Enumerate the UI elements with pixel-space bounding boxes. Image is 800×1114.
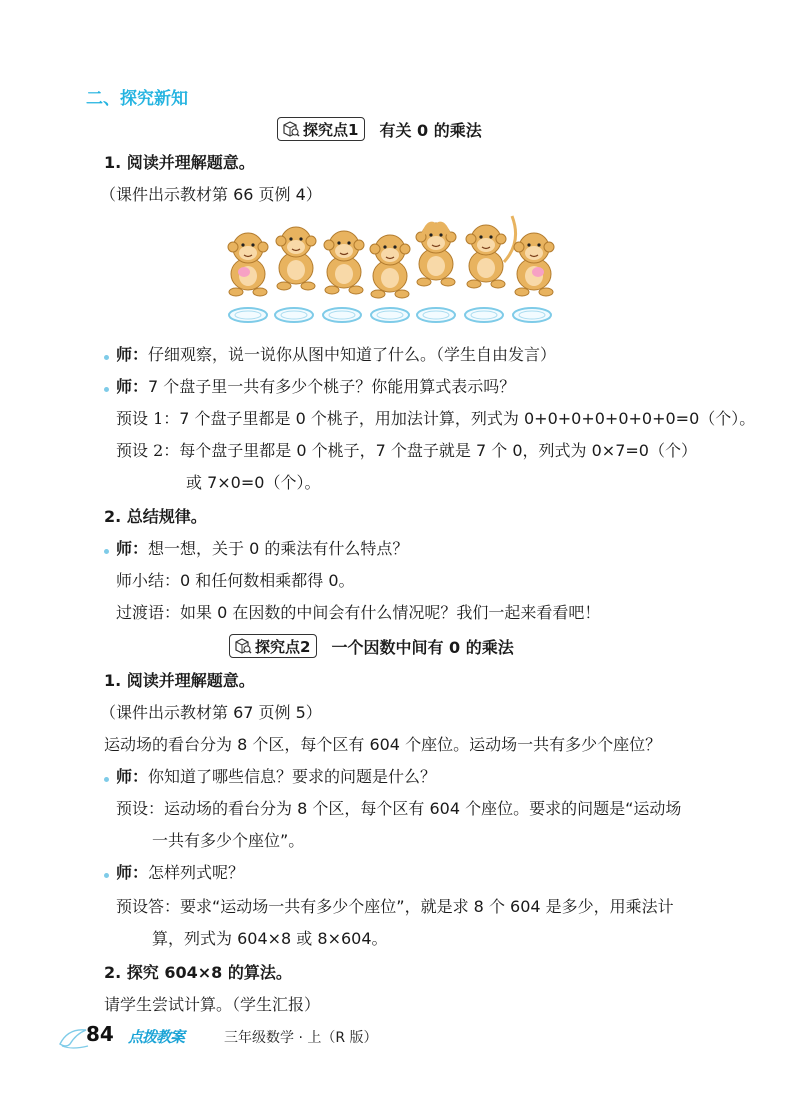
teacher-question-1: 师：仔细观察，说一说你从图中知道了什么。（学生自由发言） <box>116 345 557 364</box>
step-1-heading: 1. 阅读并理解题意。 <box>104 153 255 172</box>
monkey-4 <box>370 235 410 322</box>
monkey-5 <box>416 223 456 322</box>
explore-point-2-label: 探究点2 <box>255 637 311 656</box>
explore-point-1-title: 有关 0 的乘法 <box>379 120 482 140</box>
teacher-question-3: 师：想一想，关于 0 的乘法有什么特点？ <box>116 539 409 558</box>
step-1-heading-2: 1. 阅读并理解题意。 <box>104 671 255 690</box>
bullet-dot <box>104 873 109 878</box>
hypothesis-3: 预设：运动场的看台分为 8 个区，每个区有 604 个座位。要求的问题是“运动场 <box>116 799 682 818</box>
page-number: 84 <box>86 1022 114 1046</box>
monkey-1 <box>228 233 268 322</box>
bullet-dot <box>104 777 109 782</box>
brand-logo: 点拨教案 <box>128 1028 185 1046</box>
hypothesis-1: 预设 1：7 个盘子里都是 0 个桃子，用加法计算，列式为 0+0+0+0+0+0+0=0（个）。 <box>116 409 756 428</box>
problem-statement: 运动场的看台分为 8 个区，每个区有 604 个座位。运动场一共有多少个座位？ <box>104 735 662 754</box>
expected-answer: 预设答：要求“运动场一共有多少个座位”，就是求 8 个 604 是多少，用乘法计 <box>116 897 674 916</box>
monkey-2 <box>275 227 316 322</box>
explore-point-2-header <box>229 633 514 659</box>
monkey-6 <box>465 216 516 322</box>
section-heading: 二、探究新知 <box>86 89 188 109</box>
hypothesis-3-continued: 一共有多少个座位”。 <box>152 831 305 850</box>
student-try-sentence: 请学生尝试计算。（学生汇报） <box>104 995 321 1014</box>
explore-point-2-title: 一个因数中间有 0 的乘法 <box>331 637 514 657</box>
book-magnifier-icon <box>282 121 300 137</box>
teacher-summary: 师小结：0 和任何数相乘都得 0。 <box>116 571 355 590</box>
teacher-question-4: 师：你知道了哪些信息？要求的问题是什么？ <box>116 767 437 786</box>
hypothesis-2: 预设 2：每个盘子里都是 0 个桃子，7 个盘子就是 7 个 0，列式为 0×7=0（个） <box>116 441 697 460</box>
bullet-dot <box>104 549 109 554</box>
explore-point-1-tag <box>277 117 365 141</box>
explore-point-1-label: 探究点1 <box>303 120 359 139</box>
monkey-3 <box>323 231 364 322</box>
teacher-question-2: 师：7 个盘子里一共有多少个桃子？你能用算式表示吗？ <box>116 377 516 396</box>
bullet-dot <box>104 355 109 360</box>
explore-point-1-header <box>277 116 482 142</box>
step-2-heading-2: 2. 探究 604×8 的算法。 <box>104 963 292 982</box>
expected-answer-continued: 算，列式为 604×8 或 8×604。 <box>152 929 388 948</box>
monkeys-illustration <box>222 212 568 332</box>
explore-point-2-tag <box>229 634 317 658</box>
hypothesis-2-continued: 或 7×0=0（个）。 <box>186 473 321 492</box>
textbook-reference: （课件出示教材第 66 页例 4） <box>100 185 322 204</box>
book-title: 三年级数学 · 上（R 版） <box>224 1030 378 1046</box>
book-magnifier-icon <box>234 638 252 654</box>
transition-sentence: 过渡语：如果 0 在因数的中间会有什么情况呢？我们一起来看看吧！ <box>116 603 601 622</box>
textbook-reference-2: （课件出示教材第 67 页例 5） <box>100 703 322 722</box>
step-2-heading: 2. 总结规律。 <box>104 507 207 526</box>
bullet-dot <box>104 387 109 392</box>
teacher-question-5: 师：怎样列式呢？ <box>116 863 245 882</box>
monkey-7 <box>513 233 554 322</box>
